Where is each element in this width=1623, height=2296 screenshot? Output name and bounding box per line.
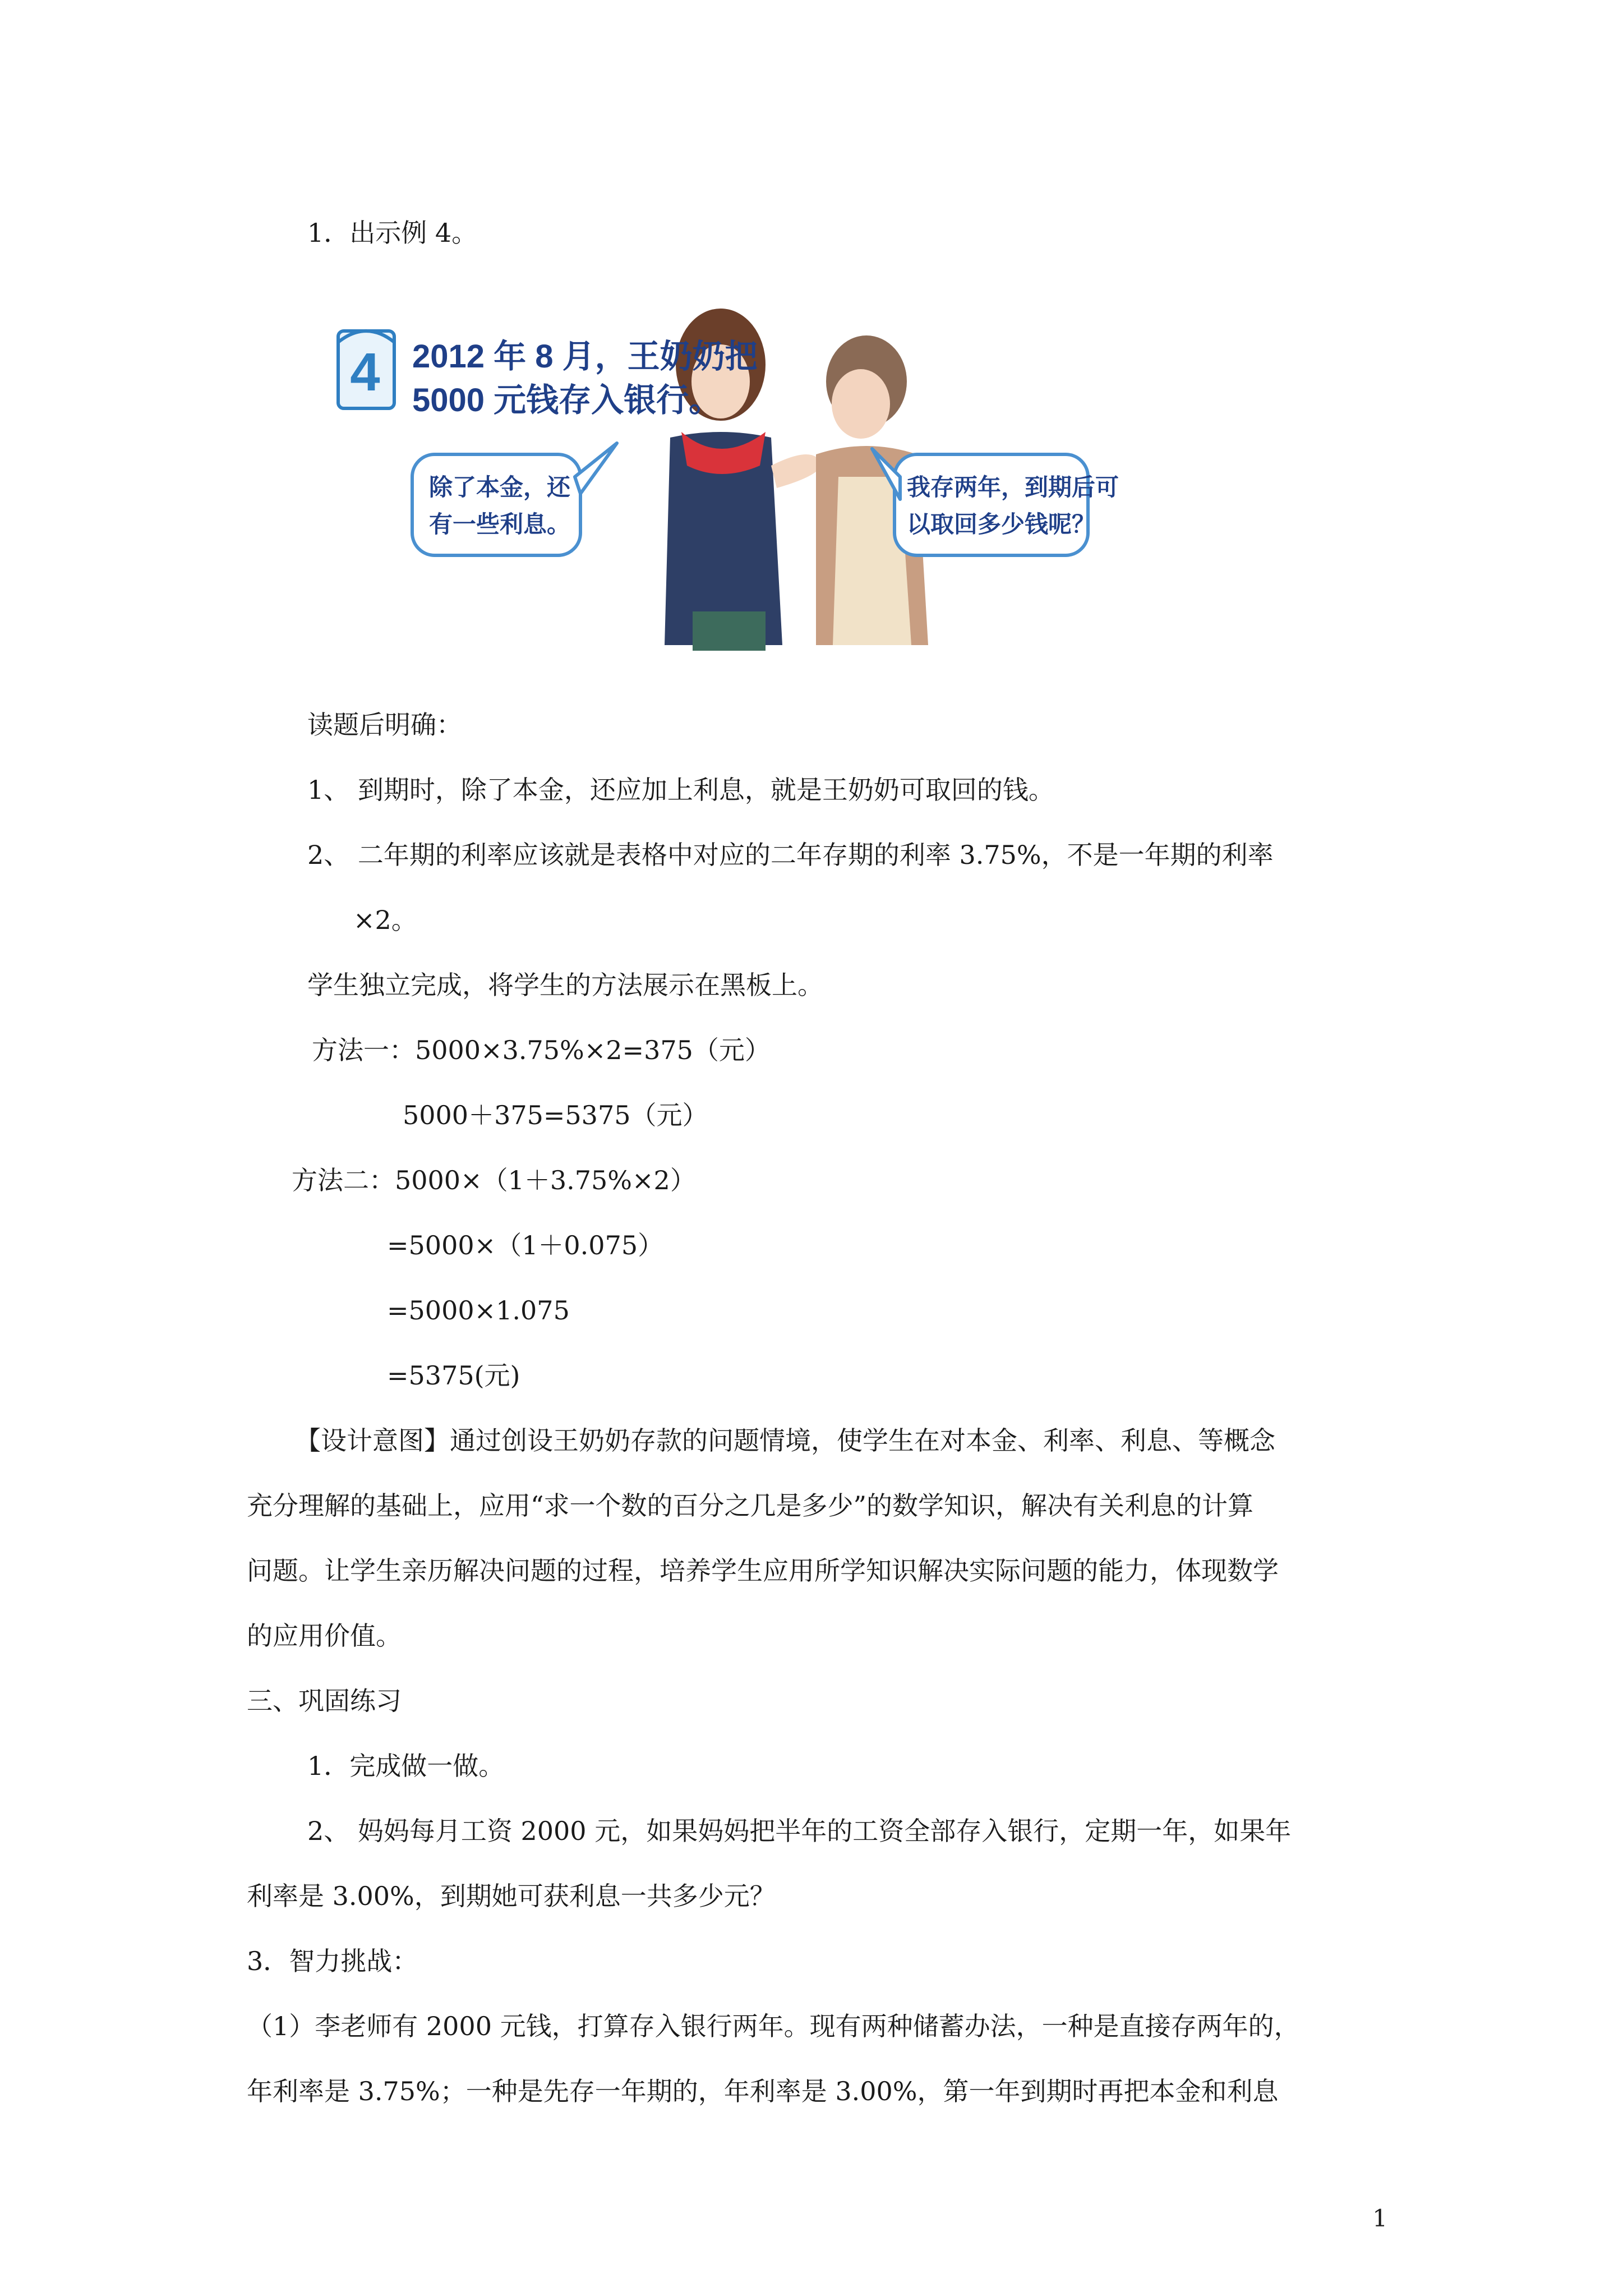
practice-item-2b: 利率是 3.00%，到期她可获利息一共多少元？ xyxy=(247,1881,776,1911)
section-intro: 1．出示例 4。 xyxy=(307,218,478,248)
read-independent: 学生独立完成，将学生的方法展示在黑板上。 xyxy=(307,970,823,1000)
bubble-right-line-1: 我存两年，到期后可 xyxy=(907,474,1119,500)
example-number: 4 xyxy=(350,342,380,402)
bubble-left-line-2: 有一些利息。 xyxy=(429,511,571,537)
practice-item-3-1b: 年利率是 3.75%；一种是先存一年期的，年利率是 3.00%，第一年到期时再把本金和利息 xyxy=(247,2076,1279,2106)
practice-item-3: 3．智力挑战： xyxy=(247,1946,418,1976)
method-2b: =5000×（1＋0.075） xyxy=(387,1230,664,1260)
read-heading: 读题后明确： xyxy=(307,710,462,740)
read-point-2a: 2、 二年期的利率应该就是表格中对应的二年存期的利率 3.75%，不是一年期的利率 xyxy=(307,840,1274,870)
design-line-3: 问题。让学生亲历解决问题的过程，培养学生应用所学知识解决实际问题的能力，体现数学 xyxy=(247,1556,1279,1586)
method-1b: 5000＋375=5375（元） xyxy=(403,1100,708,1130)
design-line-2: 充分理解的基础上，应用“求一个数的百分之几是多少”的数学知识，解决有关利息的计算 xyxy=(247,1490,1254,1521)
problem-line-1: 2012 年 8 月，王奶奶把 xyxy=(412,338,758,375)
practice-item-1: 1．完成做一做。 xyxy=(307,1751,505,1781)
method-2c: =5000×1.075 xyxy=(387,1295,570,1326)
problem-line-2: 5000 元钱存入银行。 xyxy=(412,382,722,418)
bubble-left-line-1: 除了本金，还 xyxy=(429,474,571,500)
bubble-right-line-2: 以取回多少钱呢？ xyxy=(907,511,1096,537)
example-illustration xyxy=(334,297,1119,662)
page-number: 1 xyxy=(1372,2205,1387,2232)
practice-heading: 三、巩固练习 xyxy=(247,1686,402,1716)
method-2d: =5375(元) xyxy=(387,1360,520,1391)
practice-item-2a: 2、 妈妈每月工资 2000 元，如果妈妈把半年的工资全部存入银行，定期一年，如果年 xyxy=(307,1816,1292,1846)
read-point-1: 1、 到期时，除了本金，还应加上利息，就是王奶奶可取回的钱。 xyxy=(307,775,1054,805)
design-line-4: 的应用价值。 xyxy=(247,1621,402,1651)
practice-item-3-1a: （1）李老师有 2000 元钱，打算存入银行两年。现有两种储蓄办法，一种是直接存两年的， xyxy=(247,2011,1300,2041)
method-1a: 方法一：5000×3.75%×2=375（元） xyxy=(312,1035,771,1065)
design-line-1: 【设计意图】通过创设王奶奶存款的问题情境，使学生在对本金、利率、利息、等概念 xyxy=(295,1425,1275,1456)
read-point-2b: ×2。 xyxy=(353,905,417,935)
method-2a: 方法二：5000×（1＋3.75%×2） xyxy=(292,1165,696,1195)
